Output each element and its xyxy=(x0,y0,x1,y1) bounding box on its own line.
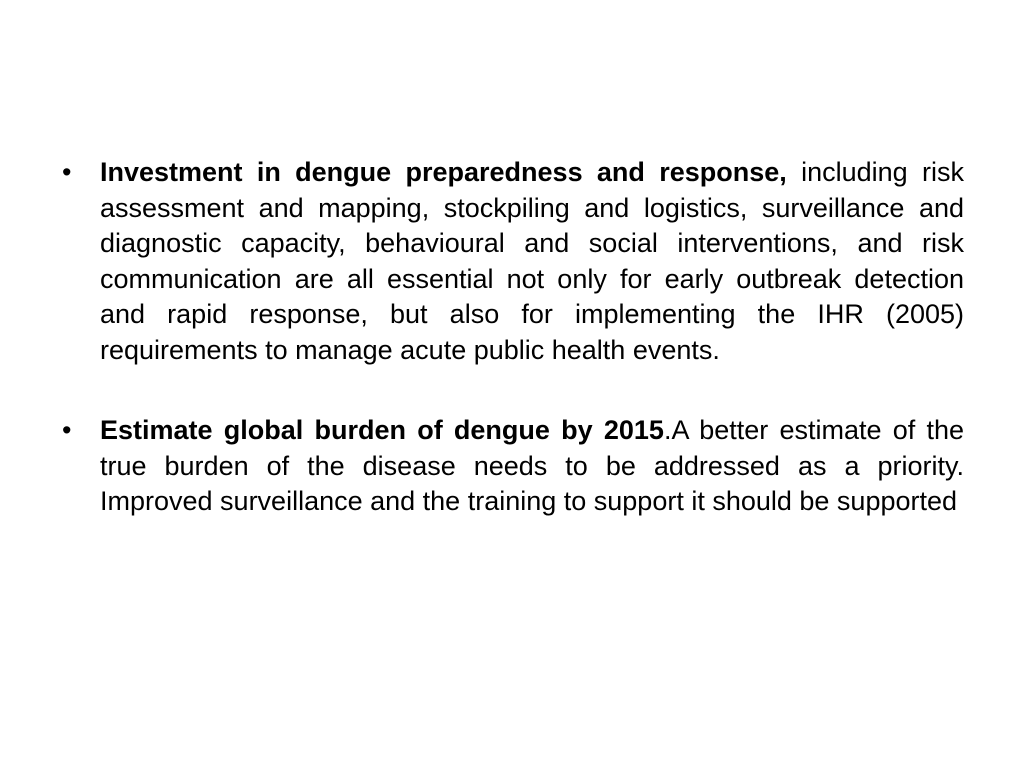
bullet-item-preparedness xyxy=(62,155,964,368)
bullet-icon: • xyxy=(62,157,72,187)
bullet-icon: • xyxy=(62,415,72,445)
bullet-item-global-burden xyxy=(62,413,964,520)
bullet-lead-text: Investment in dengue preparedness and response, xyxy=(100,157,787,187)
bullet-body-text: including risk assessment and mapping, stockpiling and logistics, surveillance and diagnostic capacity, behavioural and social interventions, and risk communication are all essential not only for early outbreak detection and rapid response, but also for implementing the IHR (2005) requirements to manage acute public health events. xyxy=(100,157,964,365)
bullet-body-text: .A better estimate of the true burden of the disease needs to be addressed as a priority. Improved surveillance and the training to support it should be supported xyxy=(100,415,965,516)
bullet-list xyxy=(62,155,964,520)
bullet-lead-text: Estimate global burden of dengue by 2015 xyxy=(100,415,664,445)
